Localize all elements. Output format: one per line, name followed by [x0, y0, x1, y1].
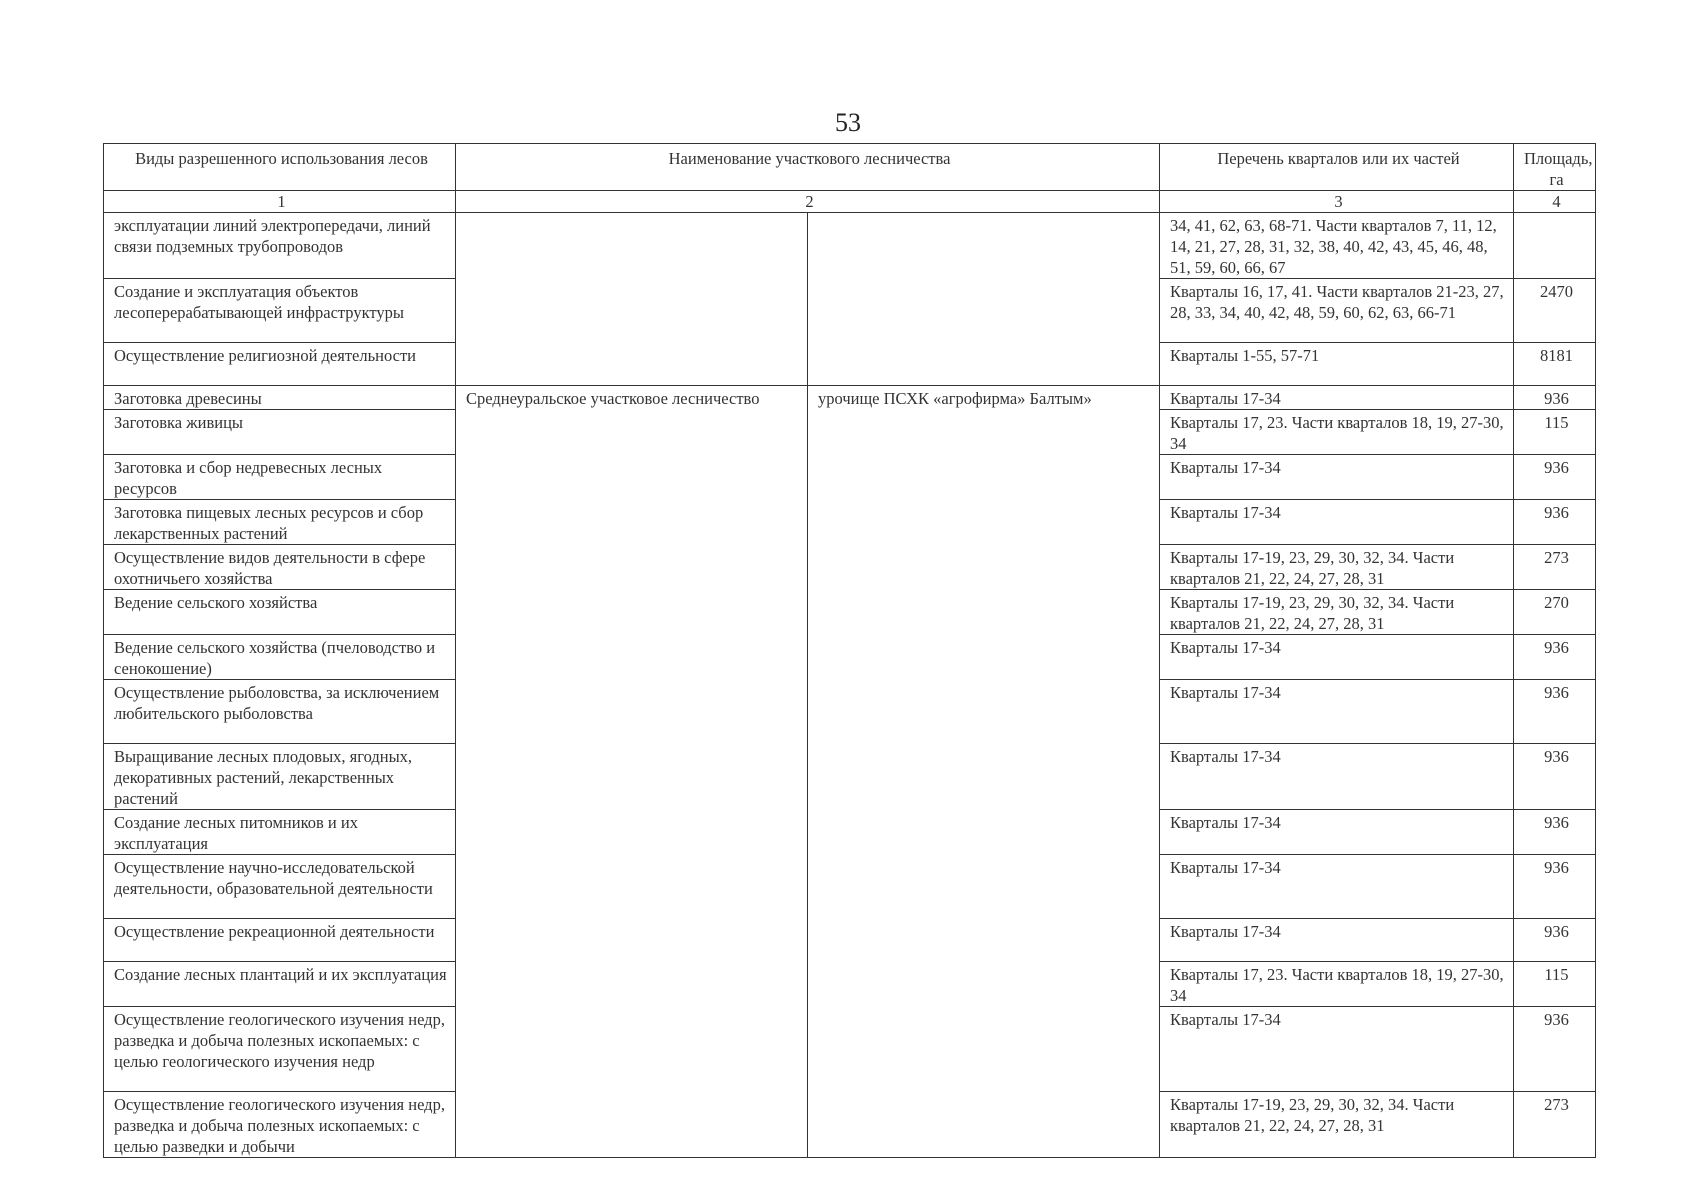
kvartaly-cell: Кварталы 17-34: [1160, 635, 1514, 680]
table-row: [104, 386, 1596, 410]
kvartaly-cell: Кварталы 17-34: [1160, 1007, 1514, 1092]
kvartaly-cell: Кварталы 17-34: [1160, 744, 1514, 810]
header-col-kvartaly: Перечень кварталов или их частей: [1160, 144, 1514, 191]
use-cell: Осуществление научно-исследовательской деятельности, образовательной деятельности: [104, 855, 456, 919]
kvartaly-cell: Кварталы 17-19, 23, 29, 30, 32, 34. Части кварталов 21, 22, 24, 27, 28, 31: [1160, 1092, 1514, 1158]
use-cell: Создание лесных плантаций и их эксплуатация: [104, 962, 456, 1007]
area-cell: 936: [1514, 680, 1596, 744]
use-cell: Заготовка пищевых лесных ресурсов и сбор лекарственных растений: [104, 500, 456, 545]
lesnichestvo-cell: Среднеуральское участковое лесничество: [456, 386, 808, 1158]
kvartaly-cell: Кварталы 17-34: [1160, 680, 1514, 744]
area-cell: 936: [1514, 386, 1596, 410]
kvartaly-cell: Кварталы 17, 23. Части кварталов 18, 19, 27-30, 34: [1160, 410, 1514, 455]
kvartaly-cell: Кварталы 17-34: [1160, 500, 1514, 545]
column-number-row: [104, 191, 1596, 213]
use-cell: Осуществление видов деятельности в сфере охотничьего хозяйства: [104, 545, 456, 590]
area-cell: 115: [1514, 410, 1596, 455]
use-cell: Осуществление рекреационной деятельности: [104, 919, 456, 962]
area-cell: 270: [1514, 590, 1596, 635]
use-cell: Осуществление рыболовства, за исключением любительского рыболовства: [104, 680, 456, 744]
use-cell: Создание лесных питомников и их эксплуатация: [104, 810, 456, 855]
area-cell: 936: [1514, 455, 1596, 500]
kvartaly-cell: Кварталы 1-55, 57-71: [1160, 343, 1514, 386]
urochishche-cell: урочище ПСХК «агрофирма» Балтым»: [808, 386, 1160, 1158]
kvartaly-cell: Кварталы 17-19, 23, 29, 30, 32, 34. Части кварталов 21, 22, 24, 27, 28, 31: [1160, 590, 1514, 635]
area-cell: 936: [1514, 500, 1596, 545]
area-cell: 936: [1514, 919, 1596, 962]
kvartaly-cell: 34, 41, 62, 63, 68-71. Части кварталов 7, 11, 12, 14, 21, 27, 28, 31, 32, 38, 40, 42, 43, 45, 46, 48, 51, 59, 60, 66, 67: [1160, 213, 1514, 279]
use-cell: Ведение сельского хозяйства: [104, 590, 456, 635]
area-cell: 273: [1514, 545, 1596, 590]
use-cell: Осуществление геологического изучения недр, разведка и добыча полезных ископаемых: с целью разведки и добычи: [104, 1092, 456, 1158]
area-cell: 115: [1514, 962, 1596, 1007]
use-cell: эксплуатации линий электропередачи, линий связи подземных трубопроводов: [104, 213, 456, 279]
header-row: [104, 144, 1596, 191]
use-cell: Ведение сельского хозяйства (пчеловодство и сенокошение): [104, 635, 456, 680]
use-cell: Заготовка живицы: [104, 410, 456, 455]
column-number: 3: [1160, 191, 1514, 213]
column-number: 2: [456, 191, 1160, 213]
use-cell: Заготовка и сбор недревесных лесных ресурсов: [104, 455, 456, 500]
forest-use-table: [103, 143, 1596, 1158]
kvartaly-cell: Кварталы 17-19, 23, 29, 30, 32, 34. Части кварталов 21, 22, 24, 27, 28, 31: [1160, 545, 1514, 590]
header-col-use: Виды разрешенного использования лесов: [104, 144, 456, 191]
area-cell: [1514, 213, 1596, 279]
area-cell: 936: [1514, 744, 1596, 810]
area-cell: 273: [1514, 1092, 1596, 1158]
kvartaly-cell: Кварталы 17-34: [1160, 386, 1514, 410]
area-cell: 936: [1514, 810, 1596, 855]
area-cell: 8181: [1514, 343, 1596, 386]
area-cell: 2470: [1514, 279, 1596, 343]
lesnichestvo-continued-cell: [456, 213, 808, 386]
kvartaly-cell: Кварталы 16, 17, 41. Части кварталов 21-23, 27, 28, 33, 34, 40, 42, 48, 59, 60, 62, 63, 66-71: [1160, 279, 1514, 343]
area-cell: 936: [1514, 635, 1596, 680]
use-cell: Заготовка древесины: [104, 386, 456, 410]
page-number: 53: [835, 108, 861, 137]
table-row: [104, 213, 1596, 279]
kvartaly-cell: Кварталы 17-34: [1160, 855, 1514, 919]
column-number: 4: [1514, 191, 1596, 213]
header-col-lesnichestvo: Наименование участкового лесничества: [456, 144, 1160, 191]
header-col-area: Площадь, га: [1514, 144, 1596, 191]
use-cell: Осуществление геологического изучения недр, разведка и добыча полезных ископаемых: с целью геологического изучения недр: [104, 1007, 456, 1092]
kvartaly-cell: Кварталы 17-34: [1160, 455, 1514, 500]
column-number: 1: [104, 191, 456, 213]
urochishche-continued-cell: [808, 213, 1160, 386]
kvartaly-cell: Кварталы 17-34: [1160, 919, 1514, 962]
use-cell: Осуществление религиозной деятельности: [104, 343, 456, 386]
use-cell: Выращивание лесных плодовых, ягодных, декоративных растений, лекарственных растений: [104, 744, 456, 810]
use-cell: Создание и эксплуатация объектов лесоперерабатывающей инфраструктуры: [104, 279, 456, 343]
kvartaly-cell: Кварталы 17, 23. Части кварталов 18, 19, 27-30, 34: [1160, 962, 1514, 1007]
area-cell: 936: [1514, 855, 1596, 919]
area-cell: 936: [1514, 1007, 1596, 1092]
kvartaly-cell: Кварталы 17-34: [1160, 810, 1514, 855]
